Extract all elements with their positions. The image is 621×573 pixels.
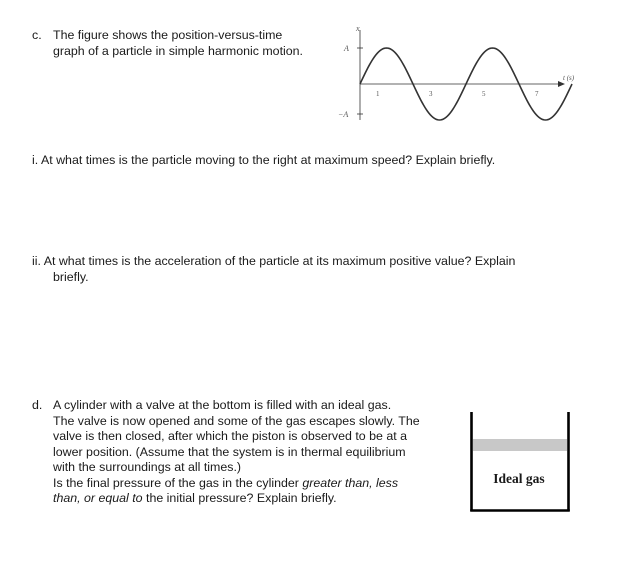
y-axis-label: x <box>356 24 360 33</box>
position-time-graph <box>335 22 595 132</box>
part-d-line-1: A cylinder with a valve at the bottom is filled with an ideal gas. <box>53 398 392 412</box>
part-c-text <box>53 28 303 59</box>
part-d-options-b: than, or equal to <box>53 491 143 505</box>
cylinder-diagram <box>468 410 572 514</box>
tick-label-5: 5 <box>482 90 486 98</box>
part-d-text <box>53 398 420 507</box>
part-c-line-2: graph of a particle in simple harmonic motion. <box>53 43 303 58</box>
part-d-line-7-tail: the initial pressure? Explain briefly. <box>142 491 337 505</box>
question-ii-line-2: briefly. <box>53 269 89 284</box>
amplitude-pos-label: A <box>344 44 349 53</box>
question-ii <box>32 254 515 285</box>
part-d-line-3: valve is then closed, after which the piston is observed to be at a <box>53 429 408 443</box>
tick-label-7: 7 <box>535 90 539 98</box>
part-d-line-6 <box>53 476 420 492</box>
amplitude-neg-label: −A <box>338 110 349 119</box>
part-d-line-6-lead: Is the final pressure of the gas in the cylinder <box>53 475 303 490</box>
piston <box>473 439 567 451</box>
ideal-gas-label: Ideal gas <box>493 471 545 486</box>
part-d-marker: d. <box>32 398 43 412</box>
part-d-line-2: The valve is now opened and some of the gas escapes slowly. The <box>53 413 420 428</box>
part-c-line-1: The figure shows the position-versus-time <box>53 28 283 42</box>
part-d-line-7 <box>53 491 420 507</box>
x-axis-label: t (s) <box>563 74 575 82</box>
question-ii-line-1: ii. At what times is the acceleration of the particle at its maximum positive value? Explain <box>32 254 516 268</box>
part-c-marker: c. <box>32 28 42 42</box>
part-d-line-5: with the surroundings at all times.) <box>53 460 242 474</box>
part-d-line-4: lower position. (Assume that the system is in thermal equilibrium <box>53 444 406 459</box>
tick-label-1: 1 <box>376 90 380 98</box>
part-d-options-a: greater than, less <box>302 475 399 490</box>
tick-label-3: 3 <box>429 90 433 98</box>
question-i: i. At what times is the particle moving to the right at maximum speed? Explain briefly. <box>32 153 496 167</box>
